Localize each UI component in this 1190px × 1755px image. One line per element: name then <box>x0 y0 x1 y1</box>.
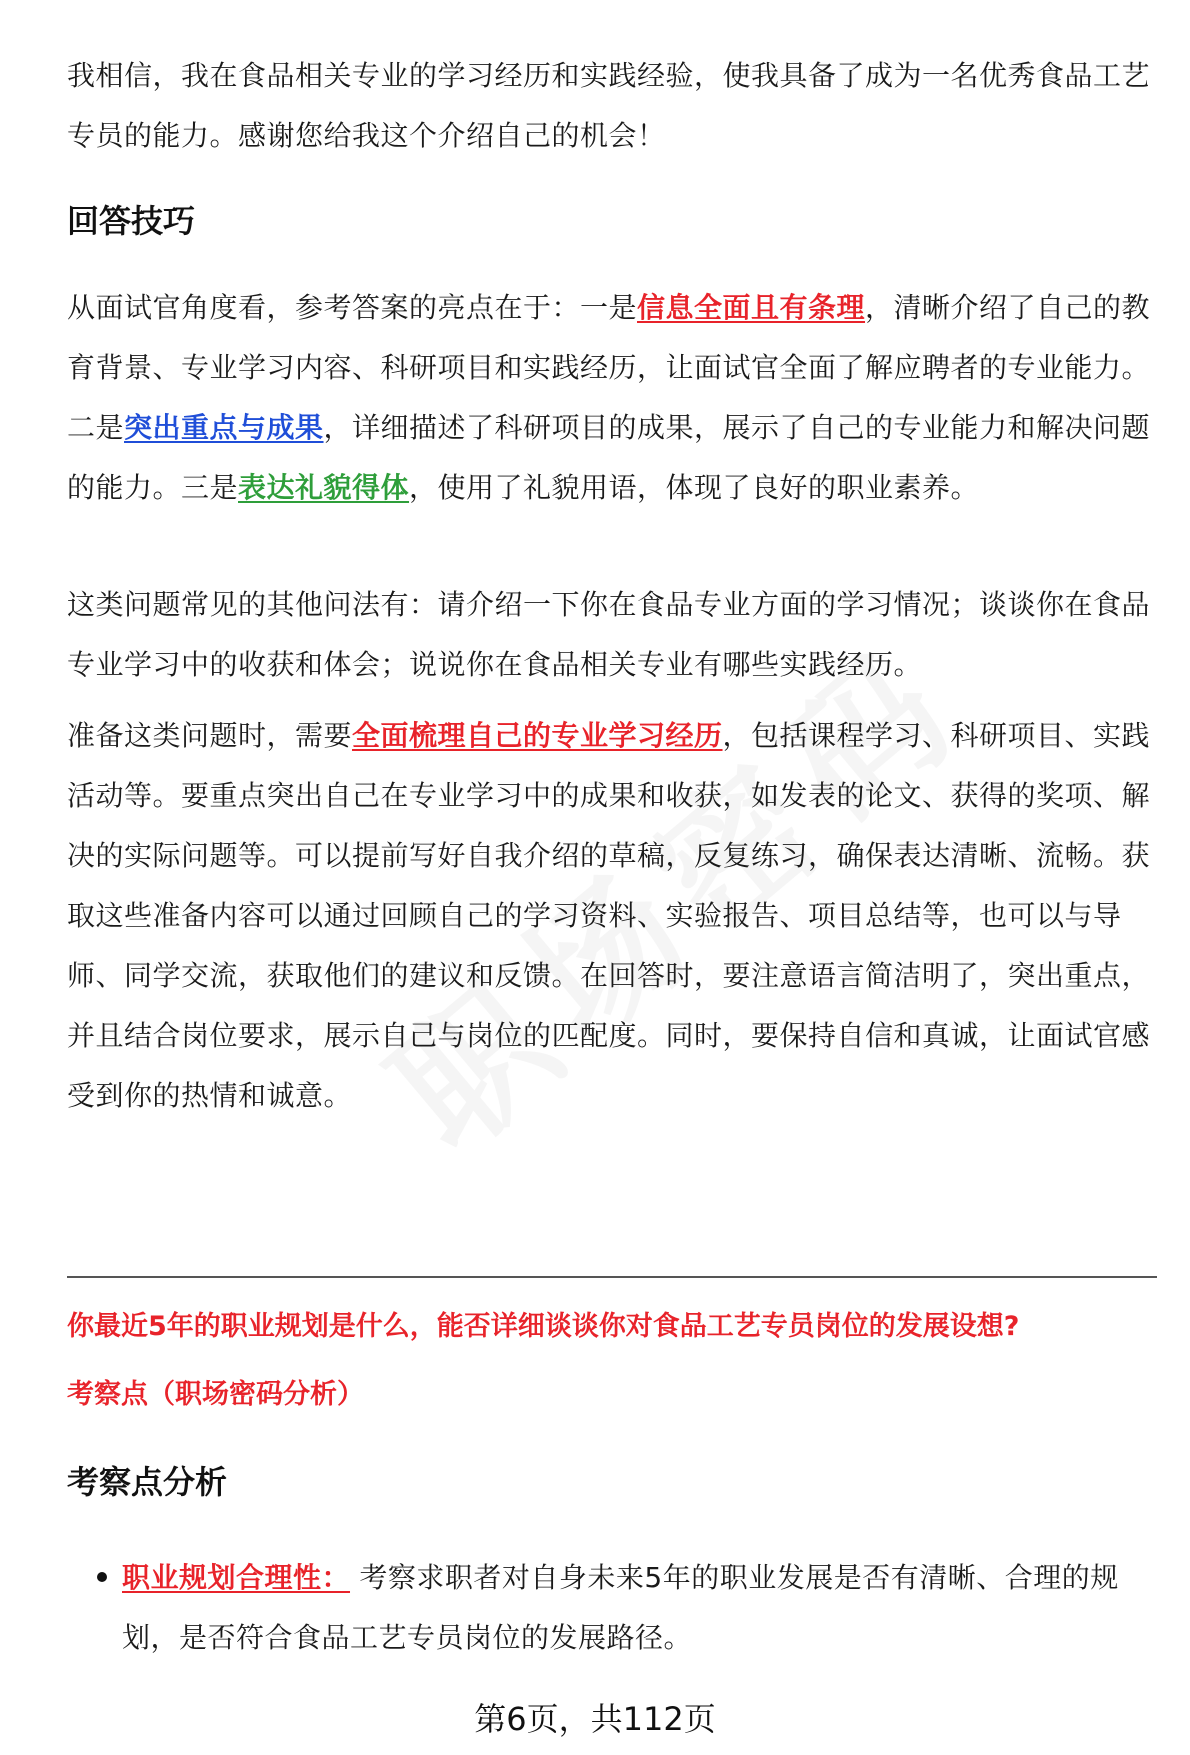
highlight-text: 突出重点与成果 <box>124 411 324 444</box>
text-run: ，详细描述了科研项目的成果，展示了自己的专业能力和解决问题的能力。三是 <box>67 411 1151 504</box>
text-run: 考察求职者对自身未来5年的职业发展是否有清晰、合理的规划，是否符合食品工艺专员岗位的发展路径。 <box>122 1561 1119 1654</box>
bullet-dot <box>97 1572 107 1582</box>
text-run: 准备这类问题时，需要 <box>67 719 353 752</box>
question-title: 你最近5年的职业规划是什么，能否详细谈谈你对食品工艺专员岗位的发展设想? <box>67 1311 1020 1342</box>
text-run: ，清晰介绍了自己的教育背景、专业学习内容、科研项目和实践经历，让面试官全面了解应聘者的专业能力。二是 <box>67 291 1151 444</box>
highlight-text: 职业规划合理性： <box>122 1561 351 1594</box>
text-run: 我相信，我在食品相关专业的学习经历和实践经验，使我具备了成为一名优秀食品工艺专员的能力。感谢您给我这个介绍自己的机会！ <box>67 59 1151 152</box>
document-page <box>67 0 1165 1755</box>
text-run: 这类问题常见的其他问法有：请介绍一下你在食品专业方面的学习情况；谈谈你在食品专业学习中的收获和体会；说说你在食品相关专业有哪些实践经历。 <box>67 588 1151 681</box>
text-run: 从面试官角度看，参考答案的亮点在于：一是 <box>67 291 638 324</box>
text-run: ，包括课程学习、科研项目、实践活动等。要重点突出自己在专业学习中的成果和收获，如发表的论文、获得的奖项、解决的实际问题等。可以提前写好自我介绍的草稿，反复练习，确保表达清晰、流畅。获取这些准备内容可以通过回顾自己的学习资料、实验报告、项目总结等，也可以与导师、同学交流，获取他们的建议和反馈。在回答时，要注意语言简洁明了，突出重点，并且结合岗位要求，展示自己与岗位的匹配度。同时，要保持自信和真诚，让面试官感受到你的热情和诚意。 <box>67 719 1151 1112</box>
answer-tips-heading: 回答技巧 <box>67 202 196 240</box>
highlight-text: 信息全面且有条理 <box>637 291 866 324</box>
text-run: ，使用了礼貌用语，体现了良好的职业素养。 <box>409 471 980 504</box>
tips-paragraph-3 <box>67 706 1165 1126</box>
highlight-text: 表达礼貌得体 <box>238 471 410 504</box>
highlight-text: 全面梳理自己的专业学习经历 <box>352 719 723 752</box>
tips-paragraph-1 <box>67 278 1165 518</box>
analysis-heading: 考察点分析 <box>67 1463 228 1501</box>
tips-paragraph-2 <box>67 575 1165 695</box>
section-divider <box>67 1276 1157 1278</box>
question-subtitle: 考察点（职场密码分析） <box>67 1379 364 1410</box>
bullet-text <box>122 1548 1157 1668</box>
bullet-item <box>67 1548 1157 1668</box>
intro-paragraph <box>67 46 1165 166</box>
page-footer: 第6页，共112页 <box>474 1700 716 1738</box>
